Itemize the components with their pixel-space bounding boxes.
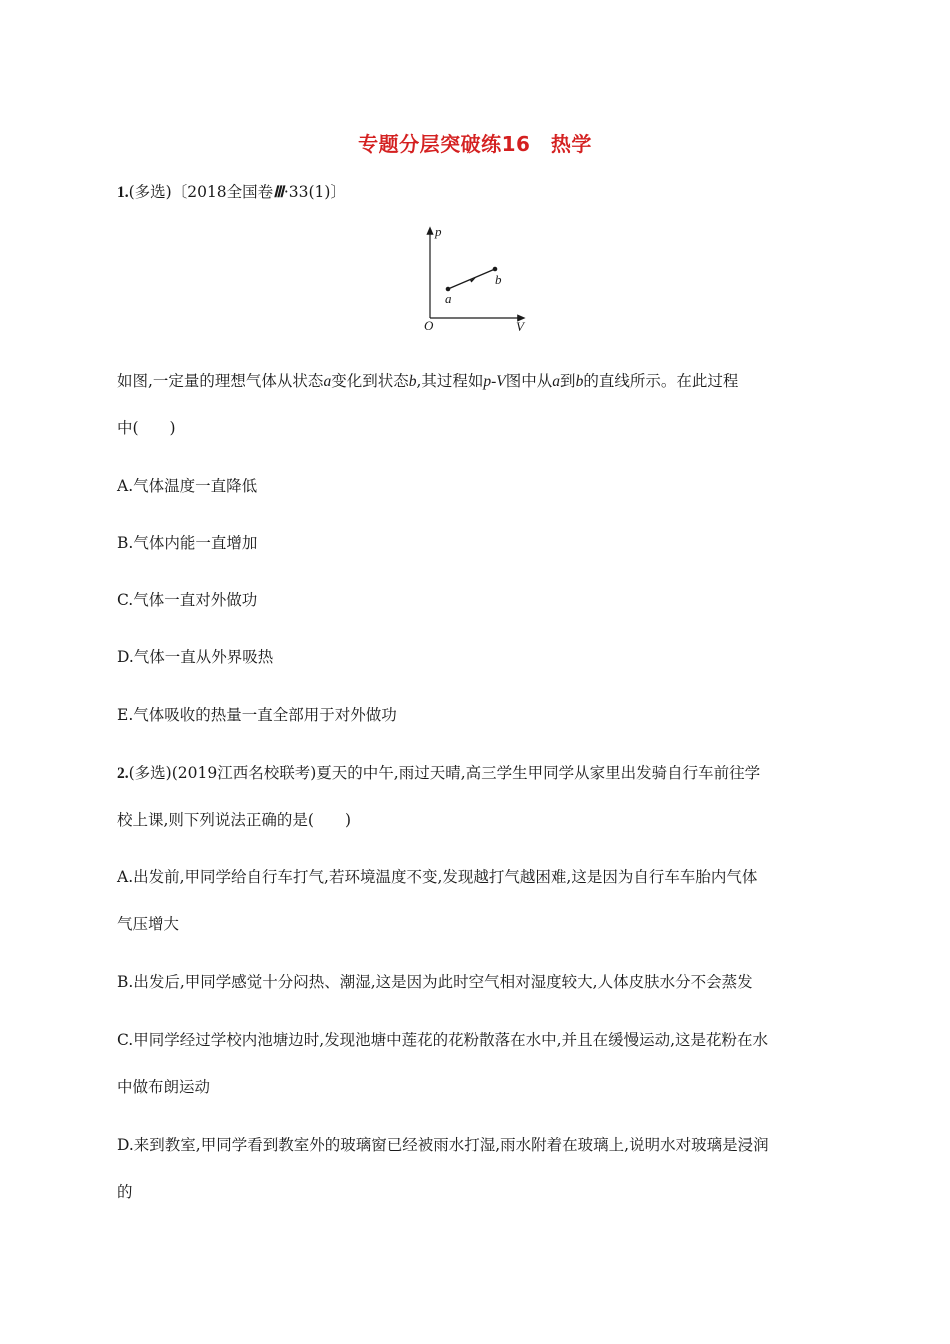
state-a: a	[323, 373, 332, 390]
state-b: b	[408, 373, 417, 390]
question-1-option-b[interactable]: B.气体内能一直增加	[117, 534, 258, 552]
v-axis-label: V	[516, 319, 524, 334]
stem-text: ,其过程如	[416, 372, 484, 390]
stem-text: 图中从	[505, 372, 553, 390]
origin-label: O	[424, 318, 434, 333]
question-2-stem-line-1	[117, 763, 760, 784]
question-2-option-b[interactable]: B.出发后,甲同学感觉十分闷热、潮湿,这是因为此时空气相对湿度较大,人体皮肤水分不会蒸发	[117, 973, 753, 991]
point-a-label: a	[445, 291, 452, 306]
stem-text: 变化到状态	[331, 372, 409, 390]
stem-text: 如图,一定量的理想气体从状态	[117, 372, 324, 390]
stem-text: (多选)(2019江西名校联考)夏天的中午,雨过天晴,高三学生甲同学从家里出发骑自行车前往学	[128, 764, 761, 782]
question-1-option-c[interactable]: C.气体一直对外做功	[117, 591, 258, 609]
point-b-dot	[493, 267, 498, 272]
pv-diagram	[410, 222, 540, 340]
question-2-number: 2.	[117, 765, 129, 782]
question-1-option-e[interactable]: E.气体吸收的热量一直全部用于对外做功	[117, 706, 397, 724]
question-1-stem-line-2: 中( )	[117, 419, 176, 437]
stem-text: 到	[560, 372, 576, 390]
question-2-option-c[interactable]: C.甲同学经过学校内池塘边时,发现池塘中莲花的花粉散落在水中,并且在缓慢运动,这是花粉在水	[117, 1031, 769, 1049]
question-1-roman: Ⅲ	[273, 184, 284, 201]
page-title: 专题分层突破练16 热学	[358, 132, 592, 156]
stem-text: 的直线所示。在此过程	[583, 372, 739, 390]
question-1-number: 1.	[117, 184, 129, 201]
question-1-header	[117, 182, 346, 203]
point-b-label: b	[495, 272, 502, 287]
question-2-option-a-cont: 气压增大	[117, 915, 180, 933]
question-1-source-tail: ·33(1)〕	[283, 183, 346, 201]
question-2-option-d[interactable]: D.来到教室,甲同学看到教室外的玻璃窗已经被雨水打湿,雨水附着在玻璃上,说明水对玻璃是浸润	[117, 1136, 769, 1154]
question-1-source: (多选)〔2018全国卷	[128, 183, 274, 201]
question-2-stem-line-2: 校上课,则下列说法正确的是( )	[117, 811, 352, 829]
question-1-stem-line-1	[117, 371, 738, 392]
question-2-option-d-cont: 的	[117, 1183, 133, 1201]
state-a: a	[552, 373, 561, 390]
pv-label: p-V	[483, 373, 506, 390]
question-2-option-c-cont: 中做布朗运动	[117, 1078, 211, 1096]
question-2-option-a[interactable]: A.出发前,甲同学给自行车打气,若环境温度不变,发现越打气越困难,这是因为自行车车胎内气体	[117, 868, 758, 886]
question-1-option-d[interactable]: D.气体一直从外界吸热	[117, 648, 274, 666]
pv-diagram-svg	[410, 222, 540, 340]
process-line	[448, 269, 495, 289]
p-axis-label: p	[435, 224, 442, 239]
question-1-option-a[interactable]: A.气体温度一直降低	[117, 477, 258, 495]
state-b: b	[575, 373, 584, 390]
